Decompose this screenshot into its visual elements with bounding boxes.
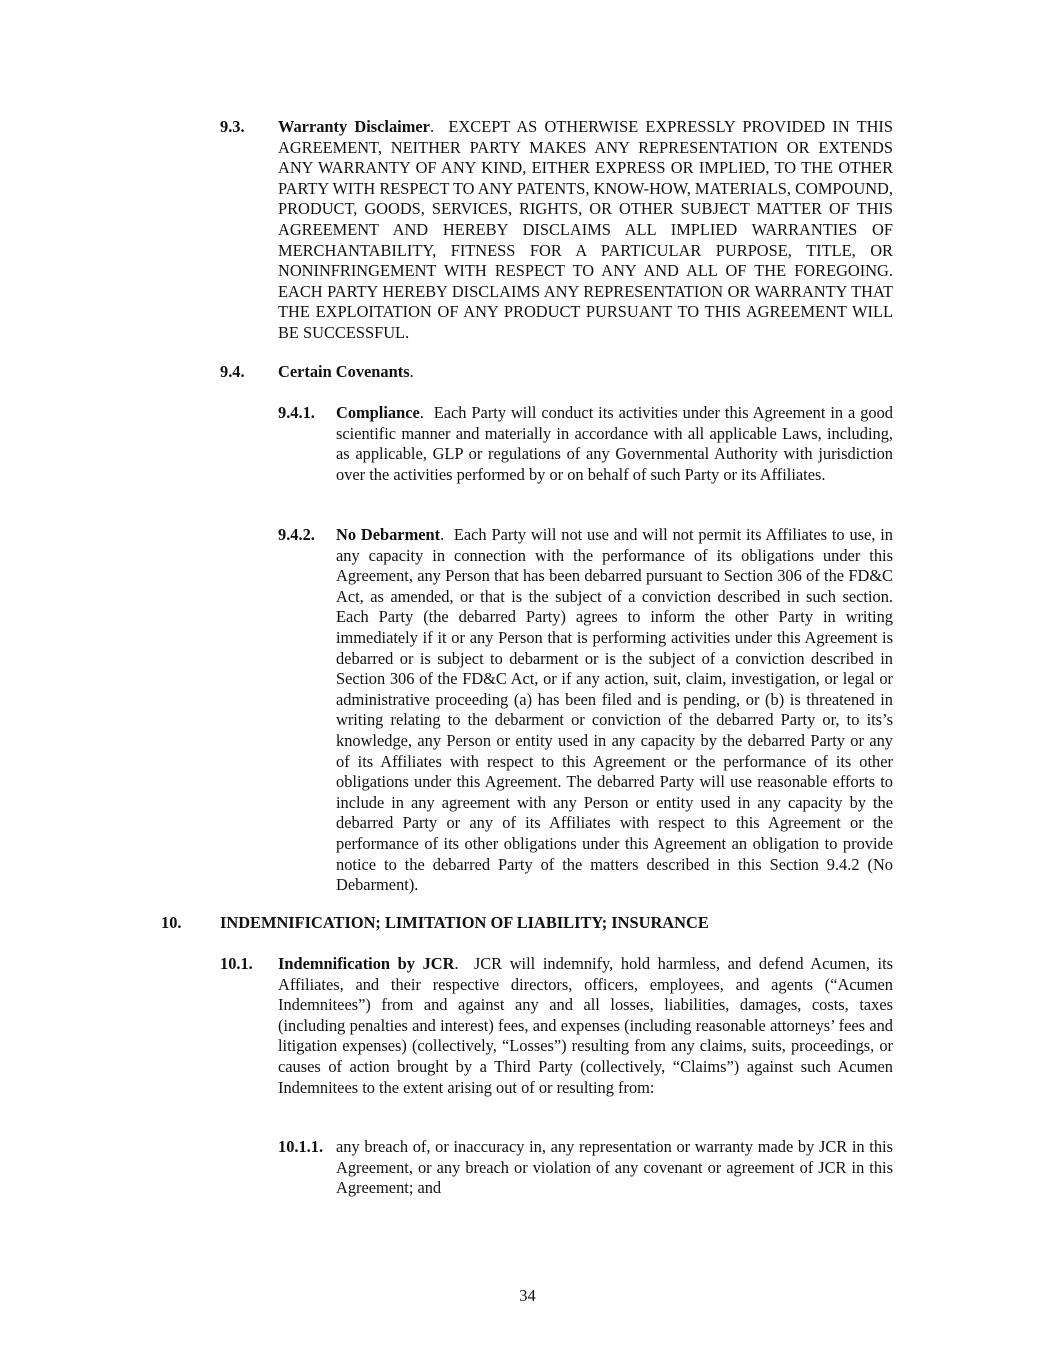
section-9-4-1 xyxy=(278,403,893,485)
section-10-1 xyxy=(220,954,893,1098)
section-9-4 xyxy=(220,362,893,383)
section-text: EXCEPT AS OTHERWISE EXPRESSLY PROVIDED IN THIS AGREEMENT, NEITHER PARTY MAKES ANY REPRESENTATION OR EXTENDS ANY WARRANTY OF ANY KIND, EITHER EXPRESS OR IMPLIED, TO THE OTHER PARTY WITH RESPECT TO ANY PATENTS, KNOW-HOW, MATERIALS, COMPOUND, PRODUCT, GOODS, SERVICES, RIGHTS, OR OTHER SUBJECT MATTER OF THIS AGREEMENT AND HEREBY DISCLAIMS ALL IMPLIED WARRANTIES OF MERCHANTABILITY, FITNESS FOR A PARTICULAR PURPOSE, TITLE, OR NONINFRINGEMENT WITH RESPECT TO ANY AND ALL OF THE FOREGOING. EACH PARTY HEREBY DISCLAIMS ANY REPRESENTATION OR WARRANTY THAT THE EXPLOITATION OF ANY PRODUCT PURSUANT TO THIS AGREEMENT WILL BE SUCCESSFUL. xyxy=(278,117,893,342)
section-body: Certain Covenants. xyxy=(278,362,414,381)
section-title: Compliance xyxy=(336,403,420,422)
section-number: 10.1. xyxy=(220,954,253,973)
section-10-heading xyxy=(161,913,893,934)
section-number: 9.4.2. xyxy=(278,525,315,544)
section-9-3 xyxy=(220,117,893,344)
section-body xyxy=(336,1137,893,1199)
section-body: Indemnification by JCR. JCR will indemnify, hold harmless, and defend Acumen, its Affiliates, and their respective directors, officers, employees, and agents (“Acumen Indemnitees”) from and against any and all losses, liabilities, damages, costs, taxes (including penalties and interest) fees, and expenses (including reasonable attorneys’ fees and litigation expenses) (collectively, “Losses”) resulting from any claims, suits, proceedings, or causes of action brought by a Third Party (collectively, “Claims”) against such Acumen Indemnitees to the extent arising out of or resulting from: xyxy=(278,954,893,1097)
section-number: 10. xyxy=(161,913,182,932)
section-text: Each Party will conduct its activities under this Agreement in a good scientific manner and materially in accordance with all applicable Laws, including, as applicable, GLP or regulations of any Governmental Authority with jurisdiction over the activities performed by or on behalf of such Party or its Affiliates. xyxy=(336,403,894,484)
section-title: Certain Covenants xyxy=(278,362,410,381)
section-text: JCR will indemnify, hold harmless, and defend Acumen, its Affiliates, and their respective directors, officers, employees, and agents (“Acumen Indemnitees”) from and against any and all losses, liabilities, damages, costs, taxes (including penalties and interest) fees, and expenses (including reasonable attorneys’ fees and litigation expenses) (collectively, “Losses”) resulting from any claims, suits, proceedings, or causes of action brought by a Third Party (collectively, “Claims”) against such Acumen Indemnitees to the extent arising out of or resulting from: xyxy=(278,954,893,1097)
section-number: 9.4.1. xyxy=(278,403,315,422)
section-title: No Debarment xyxy=(336,525,441,544)
section-title: Indemnification by JCR xyxy=(278,954,455,973)
section-body: No Debarment. Each Party will not use and will not permit its Affiliates to use, in any capacity in connection with the performance of its obligations under this Agreement, any Person that has been debarred pursuant to Section 306 of the FD&C Act, as amended, or that is the subject of a conviction described in such section. Each Party (the debarred Party) agrees to inform the other Party in writing immediately if it or any Person that is performing activities under this Agreement is debarred or is subject to debarment or is the subject of a conviction described in Section 306 of the FD&C Act, or if any action, suit, claim, investigation, or legal or administrative proceeding (a) has been filed and is pending, or (b) is threatened in writing relating to the debarment or conviction of the debarred Party or, to its’s knowledge, any Person or entity used in any capacity by the debarred Party or any of its Affiliates with respect to this Agreement or the performance of its other obligations under this Agreement. The debarred Party will use reasonable efforts to include in any agreement with any Person or entity used in any capacity by the debarred Party or any of its Affiliates with respect to this Agreement or the performance of its other obligations under this Agreement an obligation to provide notice to the debarred Party of the matters described in this Section 9.4.2 (No Debarment). xyxy=(336,525,893,895)
section-text: any breach of, or inaccuracy in, any representation or warranty made by JCR in this Agreement, or any breach or violation of any covenant or agreement of JCR in this Agreement; and xyxy=(336,1137,893,1198)
section-number: 9.4. xyxy=(220,362,245,381)
section-title: INDEMNIFICATION; LIMITATION OF LIABILITY; INSURANCE xyxy=(220,913,709,932)
section-text: Each Party will not use and will not permit its Affiliates to use, in any capacity in connection with the performance of its obligations under this Agreement, any Person that has been debarred pursuant to Section 306 of the FD&C Act, as amended, or that is the subject of a conviction described in such section. Each Party (the debarred Party) agrees to inform the other Party in writing immediately if it or any Person that is performing activities under this Agreement is debarred or is subject to debarment or is the subject of a conviction described in Section 306 of the FD&C Act, or if any action, suit, claim, investigation, or legal or administrative proceeding (a) has been filed and is pending, or (b) is threatened in writing relating to the debarment or conviction of the debarred Party or, to its’s knowledge, any Person or entity used in any capacity by the debarred Party or any of its Affiliates with respect to this Agreement or the performance of its other obligations under this Agreement. The debarred Party will use reasonable efforts to include in any agreement with any Person or entity used in any capacity by the debarred Party or any of its Affiliates with respect to this Agreement or the performance of its other obligations under this Agreement an obligation to provide notice to the debarred Party of the matters described in this Section 9.4.2 (No Debarment). xyxy=(336,525,893,895)
section-title: Warranty Disclaimer xyxy=(278,117,430,136)
section-9-4-2 xyxy=(278,525,893,896)
section-body: Warranty Disclaimer. EXCEPT AS OTHERWISE EXPRESSLY PROVIDED IN THIS AGREEMENT, NEITHER PARTY MAKES ANY REPRESENTATION OR EXTENDS ANY WARRANTY OF ANY KIND, EITHER EXPRESS OR IMPLIED, TO THE OTHER PARTY WITH RESPECT TO ANY PATENTS, KNOW-HOW, MATERIALS, COMPOUND, PRODUCT, GOODS, SERVICES, RIGHTS, OR OTHER SUBJECT MATTER OF THIS AGREEMENT AND HEREBY DISCLAIMS ALL IMPLIED WARRANTIES OF MERCHANTABILITY, FITNESS FOR A PARTICULAR PURPOSE, TITLE, OR NONINFRINGEMENT WITH RESPECT TO ANY AND ALL OF THE FOREGOING. EACH PARTY HEREBY DISCLAIMS ANY REPRESENTATION OR WARRANTY THAT THE EXPLOITATION OF ANY PRODUCT PURSUANT TO THIS AGREEMENT WILL BE SUCCESSFUL. xyxy=(278,117,893,342)
section-number: 9.3. xyxy=(220,117,245,136)
page-number: 34 xyxy=(519,1286,536,1305)
section-number: 10.1.1. xyxy=(278,1137,324,1156)
section-body: Compliance. Each Party will conduct its activities under this Agreement in a good scientific manner and materially in accordance with all applicable Laws, including, as applicable, GLP or regulations of any Governmental Authority with jurisdiction over the activities performed by or on behalf of such Party or its Affiliates. xyxy=(336,403,894,484)
section-10-1-1 xyxy=(278,1137,893,1199)
